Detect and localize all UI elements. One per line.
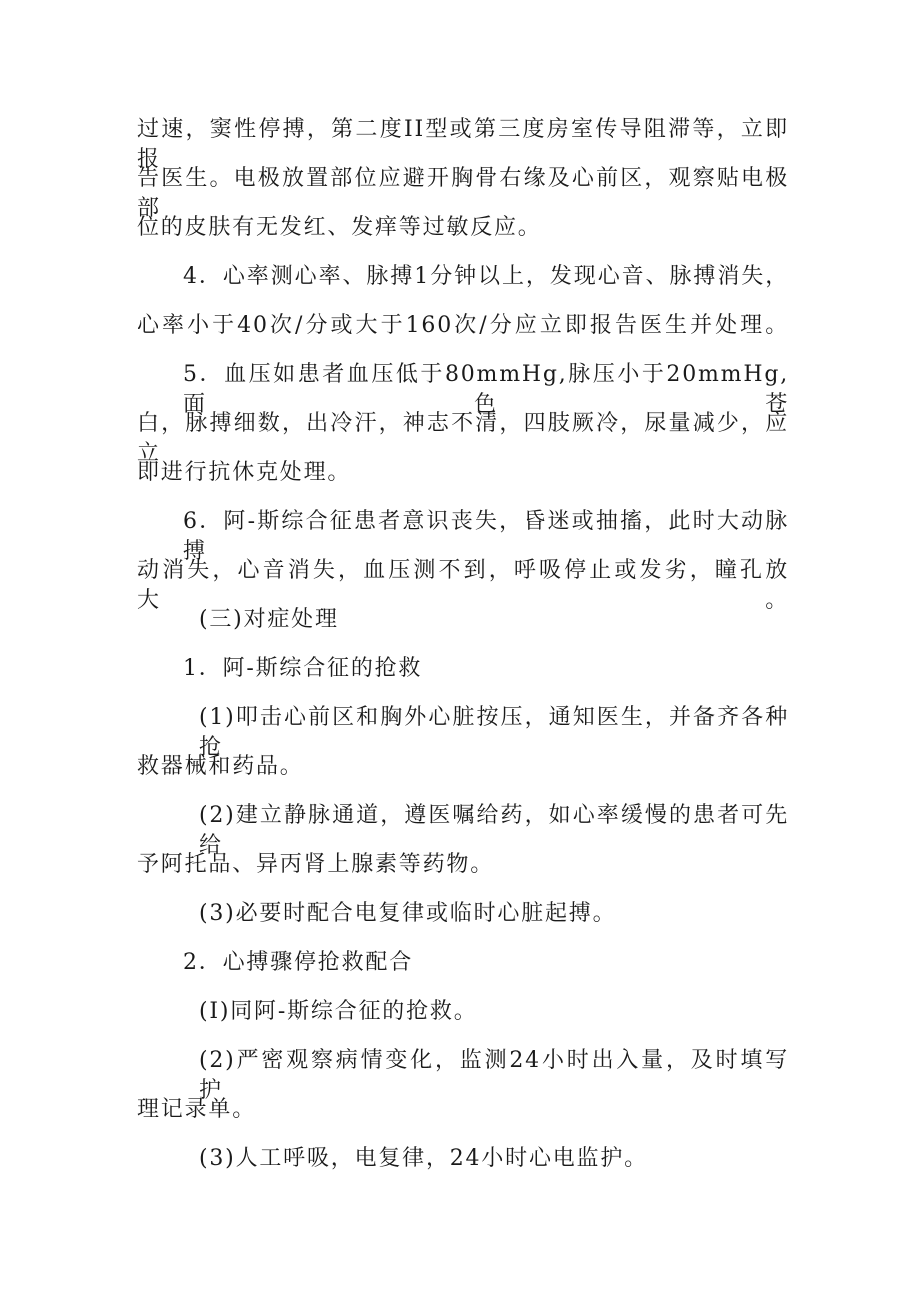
paragraph-line: 救器械和药品。 [137,754,304,779]
paragraph-line: (3)人工呼吸，电复律，24小时心电监护。 [199,1146,648,1171]
paragraph-line: 白，脉搏细数，出冷汗，神志不清，四肢厥冷，尿量减少，应立 [137,411,789,466]
paragraph-line: 过速，窦性停搏，第二度II型或第三度房室传导阻滞等，立即报 [137,117,789,172]
paragraph-line: (2)严密观察病情变化，监测24小时出入量，及时填写护 [199,1048,789,1103]
paragraph-line: 心率小于40次/分或大于160次/分应立即报告医生并处理。 [137,313,789,338]
subsection-heading: 2．心搏骤停抢救配合 [183,950,413,975]
paragraph-line: 即进行抗休克处理。 [137,460,352,485]
paragraph-line: 告医生。电极放置部位应避开胸骨右缘及心前区，观察贴电极部 [137,166,789,221]
paragraph-line: 6．阿-斯综合征患者意识丧失，昏迷或抽搐，此时大动脉搏 [183,509,789,564]
paragraph-line: 4．心率测心率、脉搏1分钟以上，发现心音、脉搏消失， [183,264,789,289]
paragraph-line: 5．血压如患者血压低于80mmHg,脉压小于20mmHg,面色苍 [183,362,789,417]
paragraph-line: 位的皮肤有无发红、发痒等过敏反应。 [137,215,542,240]
subsection-heading: 1．阿-斯综合征的抢救 [183,656,423,681]
paragraph-line: (3)必要时配合电复律或临时心脏起搏。 [199,901,617,926]
paragraph-line: 理记录单。 [137,1097,257,1122]
paragraph-line: 予阿托品、异丙肾上腺素等药物。 [137,852,495,877]
paragraph-line: (2)建立静脉通道，遵医嘱给药，如心率缓慢的患者可先给 [199,803,789,858]
paragraph-line: 动消失，心音消失，血压测不到，呼吸停止或发劣，瞳孔放大。 [137,558,789,613]
section-heading: (三)对症处理 [199,607,339,632]
paragraph-line: (I)同阿-斯综合征的抢救。 [199,999,478,1024]
paragraph-line: (1)叩击心前区和胸外心脏按压，通知医生，并备齐各种抢 [199,705,789,760]
